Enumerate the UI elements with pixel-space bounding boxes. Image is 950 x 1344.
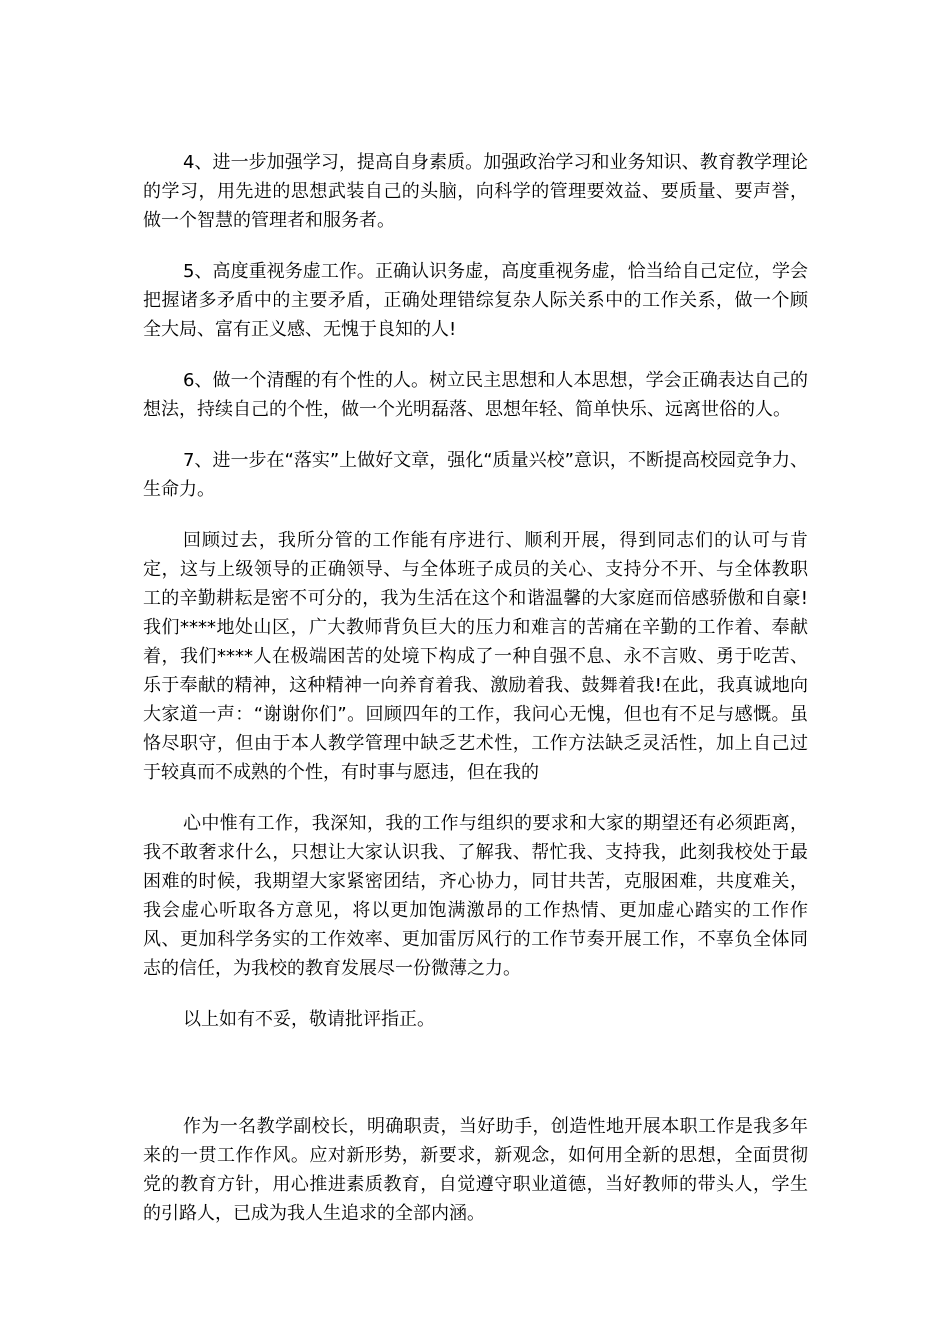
paragraph-item-5: 5、高度重视务虚工作。正确认识务虚，高度重视务虚，恰当给自己定位，学会把握诸多矛盾中的主要矛盾，正确处理错综复杂人际关系中的工作关系，做一个顾全大局、富有正义感、无愧于良知的人! [143, 261, 808, 340]
paragraph-closing: 以上如有不妥，敬请批评指正。 [183, 1009, 435, 1030]
paragraph-spacer [143, 424, 808, 446]
paragraph-item-4: 4、进一步加强学习，提高自身素质。加强政治学习和业务知识、教育教学理论的学习，用先进的思想武装自己的头脑，向科学的管理要效益、要质量、要声誉，做一个智慧的管理者和服务者。 [143, 152, 808, 231]
paragraph-spacer [143, 787, 808, 809]
paragraph-commitment: 心中惟有工作，我深知，我的工作与组织的要求和大家的期望还有必须距离，我不敢奢求什么，只想让大家认识我、了解我、帮忙我、支持我，此刻我校处于最困难的时候，我期望大家紧密团结，齐心协力，同甘共苦，克服困难，共度难关，我会虚心听取各方意见，将以更加饱满激昂的工作热情、更加虚心踏实的工作作风、更加科学务实的工作效率、更加雷厉风行的工作节奏开展工作，不辜负全体同志的信任，为我校的教育发展尽一份微薄之力。 [143, 813, 808, 979]
paragraph-spacer [143, 504, 808, 526]
paragraph-spacer [143, 983, 808, 1005]
paragraph-spacer [143, 235, 808, 257]
paragraph-review: 回顾过去，我所分管的工作能有序进行、顺利开展，得到同志们的认可与肯定，这与上级领导的正确领导、与全体班子成员的关心、支持分不开、与全体教职工的辛勤耕耘是密不可分的，我为生活在这个和谐温馨的大家庭而倍感骄傲和自豪!我们****地处山区，广大教师背负巨大的压力和难言的苦痛在辛勤的工作着、奉献着，我们****人在极端困苦的处境下构成了一种自强不息、永不言败、勇于吃苦、乐于奉献的精神，这种精神一向养育着我、激励着我、鼓舞着我!在此，我真诚地向大家道一声：“谢谢你们”。回顾四年的工作，我问心无愧，但也有不足与感慨。虽恪尽职守，但由于本人教学管理中缺乏艺术性，工作方法缺乏灵活性，加上自己过于较真而不成熟的个性，有时事与愿违，但在我的 [143, 530, 808, 783]
paragraph-item-7: 7、进一步在“落实”上做好文章，强化“质量兴校”意识，不断提高校园竞争力、生命力。 [143, 450, 808, 500]
paragraph-intro: 作为一名教学副校长，明确职责，当好助手，创造性地开展本职工作是我多年来的一贯工作作风。应对新形势，新要求，新观念，如何用全新的思想，全面贯彻党的教育方针，用心推进素质教育，自觉遵守职业道德，当好教师的带头人，学生的引路人，已成为我人生追求的全部内涵。 [143, 1116, 808, 1224]
section-spacer [143, 1034, 808, 1112]
document-body [143, 148, 808, 1228]
paragraph-spacer [143, 344, 808, 366]
paragraph-item-6: 6、做一个清醒的有个性的人。树立民主思想和人本思想，学会正确表达自己的想法，持续自己的个性，做一个光明磊落、思想年轻、简单快乐、远离世俗的人。 [143, 370, 808, 420]
